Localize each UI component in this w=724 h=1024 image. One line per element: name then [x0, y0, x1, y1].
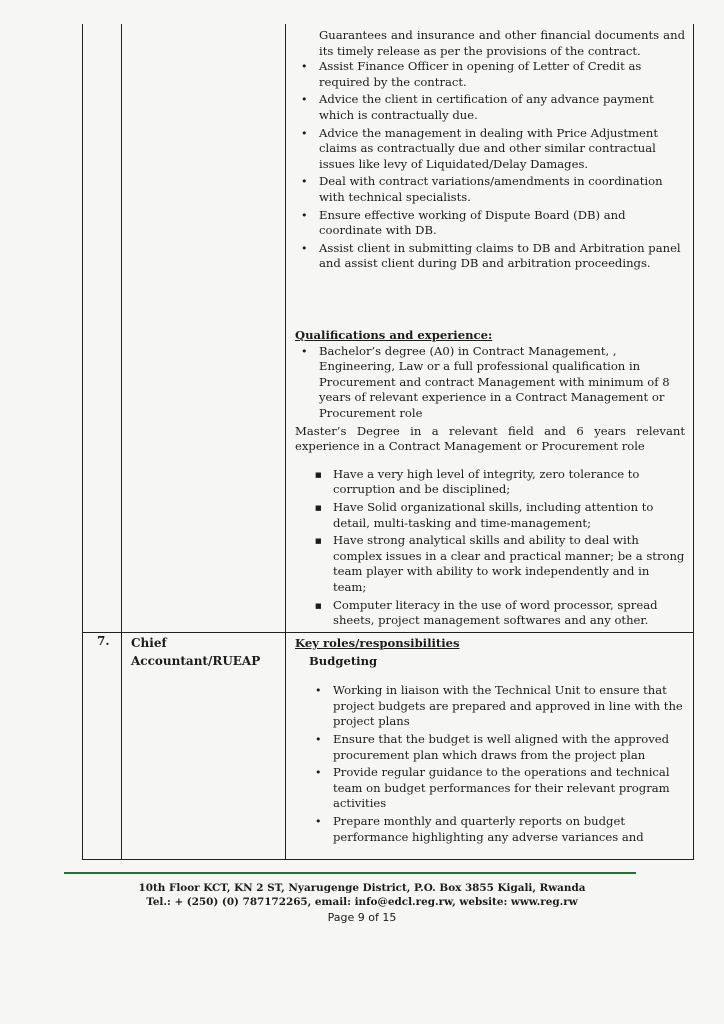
masters-text: Master’s Degree in a relevant field and 6 years relevant experience in a Contract Management or Procurement role: [295, 423, 685, 454]
list-item: • Working in liaison with the Technical Unit to ensure that project budgets are prepared and approved in line with the project plans: [315, 683, 683, 729]
footer-address: 10th Floor KCT, KN 2 ST, Nyarugenge District, P.O. Box 3855 Kigali, Rwanda: [138, 882, 586, 894]
position-title: Chief Accountant/RUEAP: [131, 636, 261, 668]
list-item: • Assist Finance Officer in opening of Letter of Credit as required by the contract.: [301, 59, 642, 89]
list-item: ■ Computer literacy in the use of word processor, spread sheets, project management softwares and any other.: [315, 597, 658, 628]
row7-responsibilities: [295, 636, 685, 847]
footer-rule: [64, 872, 636, 874]
page-number: Page 9 of 15: [327, 911, 397, 924]
list-item: • Advice the client in certification of any advance payment which is contractually due.: [301, 92, 654, 122]
row-number: 7.: [97, 634, 110, 648]
budgeting-subheading: Budgeting: [309, 653, 378, 668]
duties-continuation: [295, 28, 685, 274]
list-item: • Deal with contract variations/amendments in coordination with technical specialists.: [301, 174, 663, 204]
list-item: • Bachelor’s degree (A0) in Contract Management, , Engineering, Law or a full professional qualification in Procurement and contract Management with minimum of 8 years of relevant experience in a Contract Management or Procurement role: [301, 343, 670, 420]
budgeting-list: [295, 683, 685, 845]
skills-list: [295, 467, 685, 629]
duties-list: [295, 59, 685, 272]
list-item: • Prepare monthly and quarterly reports on budget performance highlighting any adverse variances and: [315, 813, 644, 844]
list-item: • Assist client in submitting claims to DB and Arbitration panel and assist client during DB and arbitration proceedings.: [301, 240, 681, 271]
qualifications-section: [295, 328, 685, 631]
column-divider: [121, 24, 122, 859]
responsibilities-heading: Key roles/responsibilities: [295, 636, 460, 650]
qualification-list: [295, 344, 685, 422]
list-item: • Ensure effective working of Dispute Board (DB) and coordinate with DB.: [301, 207, 626, 238]
job-table: [82, 24, 694, 860]
column-divider: [285, 24, 286, 859]
list-item: • Provide regular guidance to the operations and technical team on budget performances for their relevant program activities: [315, 765, 670, 811]
list-item: ■ Have a very high level of integrity, zero tolerance to corruption and be disciplined;: [315, 466, 640, 497]
list-item: • Ensure that the budget is well aligned with the approved procurement plan which draws from the project plan: [315, 731, 670, 762]
list-item: ■ Have strong analytical skills and ability to deal with complex issues in a clear and practical manner; be a strong team player with ability to work independently and in team;: [315, 533, 685, 594]
list-item: ■ Have Solid organizational skills, including attention to detail, multi-tasking and time-management;: [315, 499, 654, 530]
qualifications-heading: Qualifications and experience:: [295, 328, 493, 342]
row-divider: [83, 632, 693, 633]
footer-contact: Tel.: + (250) (0) 787172265, email: info@edcl.reg.rw, website: www.reg.rw: [146, 896, 578, 908]
lead-text: Guarantees and insurance and other financial documents and its timely release as per the provisions of the contract.: [319, 28, 685, 58]
list-item: • Advice the management in dealing with Price Adjustment claims as contractually due and other similar contractual issues like levy of Liquidated/Delay Damages.: [301, 125, 659, 171]
